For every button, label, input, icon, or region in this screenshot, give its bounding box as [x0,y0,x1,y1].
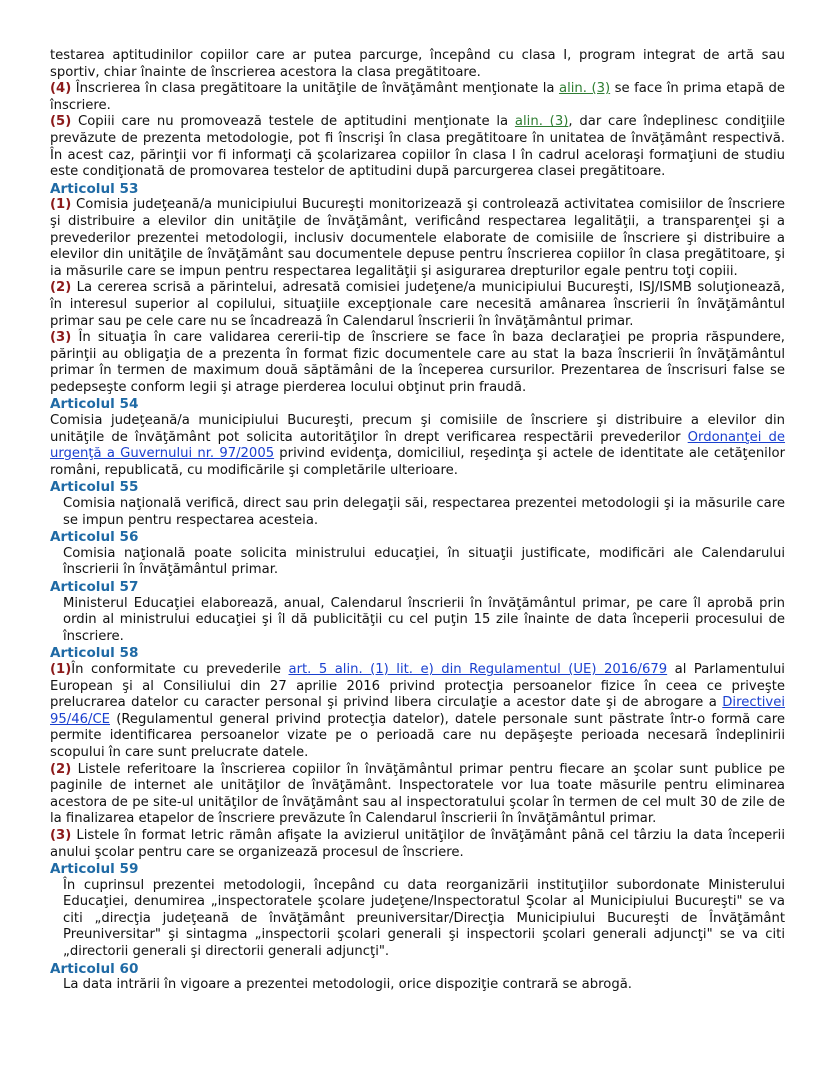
paragraph-number: (2) [50,761,72,777]
article-53-heading: Articolul 53 [50,180,139,197]
document-page [50,48,785,994]
art58-paragraph-2: (2) Listele referitoare la înscrierea copiilor în învăţământul primar pentru fiecare an şcolar sunt publice pe paginile de internet ale unităţilor de învăţământ. Inspectoratele vor lua toate măsurile pentru eliminarea acestora de pe site-ul unităţilor de învăţământ sau al inspectoratului şcolar în termen de cel mult 30 de zile de la finalizarea etapelor de înscriere prevăzute în Calendarul înscrierii în învăţământul primar. [50,761,785,827]
directive-95-46-ce-link[interactable]: Directivei 95/46/CE [50,695,785,727]
art54-paragraph: Comisia judeţeană/a municipiului Bucureşti, precum şi comisiile de înscriere şi distribuire a elevilor din unităţile de învăţământ pot solicita autorităţilor în drept verificarea respectării prevederilor Ordonanţei de urgenţă a Guvernului nr. 97/2005 privind evidenţa, domiciliul, reşedinţa şi actele de identitate ale cetăţenilor români, republicată, cu modificările şi completările ulterioare. [50,413,786,478]
alin-3-link[interactable]: alin. (3) [514,114,569,130]
article-59-heading: Articolul 59 [50,861,139,878]
art53-paragraph-3: (3) În situaţia în care validarea cererii-tip de înscriere se face în baza declaraţiei pe propria răspundere, părinţii au obligaţia de a prezenta în format fizic documentele care au stat la baza înscrierii în învăţământul primar în termen de maximum două săptămâni de la începerea cursurilor. Prezentarea de înscrisuri false se pedepseşte conform legii şi atrage pierderea locului obţinut prin fraudă. [50,330,785,395]
article-54-heading: Articolul 54 [50,396,139,413]
paragraph-number: (5) [50,114,72,130]
paragraph-number: (1) [50,197,72,213]
art56-paragraph: Comisia naţională poate solicita ministrului educaţiei, în situaţii justificate, modificări ale Calendarului înscrierii în învăţământul primar. [63,545,785,578]
article-57-heading: Articolul 57 [50,579,139,595]
oug-97-2005-link[interactable]: Ordonanţei de urgenţă a Guvernului nr. 97/2005 [50,429,786,462]
regulation-eu-2016-679-link[interactable]: art. 5 alin. (1) lit. e) din Regulamentul (UE) 2016/679 [288,661,668,677]
alin-3-link[interactable]: alin. (3) [558,81,611,97]
article-58-heading: Articolul 58 [50,645,139,662]
art58-paragraph-1: (1)În conformitate cu prevederile art. 5 alin. (1) lit. e) din Regulamentul (UE) 2016/679 al Parlamentului European şi al Consiliului din 27 aprilie 2016 privind protecţia persoanelor fizice în ceea ce priveşte prelucrarea datelor cu caracter personal şi privind libera circulaţie a acestor date şi de abrogare a Directivei 95/46/CE (Regulamentul general privind protecţia datelor), datele personale sunt păstrate într-o formă care permite identificarea persoanelor vizate pe o perioadă care nu depăşeşte perioada necesară îndeplinirii scopului în care sunt prelucrate datele. [50,661,785,760]
art53-paragraph-1: (1) Comisia judeţeană/a municipiului Bucureşti monitorizează şi controlează activitatea comisiilor de înscriere şi distribuire a elevilor din unităţile de învăţământ, verificând respectarea legalităţii, a transparenţei şi a prevederilor prezentei metodologii, inclusiv documentele elaborate de comisiile de înscriere şi distribuire a elevilor din unităţile de învăţământ sau documentele depuse pentru înscrierea copiilor în clasa pregătitoare, şi ia măsurile care se impun pentru respectarea legalităţii şi asigurarea drepturilor egale pentru toţi copiii. [50,197,785,279]
intro-paragraph: testarea aptitudinilor copiilor care ar putea parcurge, începând cu clasa I, program integrat de artă sau sportiv, chiar înainte de înscrierea acestora la clasa pregătitoare. [50,48,785,80]
article-55-heading: Articolul 55 [50,479,139,496]
art57-paragraph: Ministerul Educaţiei elaborează, anual, Calendarul înscrierii în învăţământul primar, pe care îl aprobă prin ordin al ministrului educaţiei şi îl dă publicităţii cu cel puţin 15 zile înainte de data începerii procesului de înscriere. [63,595,785,644]
art55-paragraph: Comisia naţională verifică, direct sau prin delegaţii săi, respectarea prezentei metodologii şi ia măsurile care se impun pentru respectarea acesteia. [63,496,785,528]
paragraph-number: (2) [50,280,72,296]
art59-paragraph: În cuprinsul prezentei metodologii, începând cu data reorganizării instituţiilor subordonate Ministerului Educaţiei, denumirea „inspectoratele şcolare judeţene/Inspectoratul Şcolar al Municipiului Bucureşti" se va citi „direcţia judeţeană de învăţământ preuniversitar/Direcţia Municipiului Bucureşti de Învăţământ Preuniversitar" şi sintagma „inspectorii şcolari generali şi inspectorii şcolari generali adjuncţi" se va citi „directorii generali şi directorii generali adjuncţi". [63,877,785,960]
paragraph-number: (3) [50,827,72,843]
art58-paragraph-3: (3) Listele în format letric rămân afişate la avizierul unităţilor de învăţământ până cel târziu la data începerii anului şcolar pentru care se organizează procesul de înscriere. [50,827,785,860]
paragraph-number: (1) [50,661,72,677]
paragraph-5: (5) Copiii care nu promovează testele de aptitudini menţionate la alin. (3), dar care îndeplinesc condiţiile prevăzute de prezenta metodologie, pot fi înscrişi în clasa pregătitoare în unitatea de învăţământ respectivă. În acest caz, părinţii vor fi informaţi că şcolarizarea copiilor în clasa I în cadrul aceloraşi formaţiuni de studiu este condiţionată de promovarea testelor de aptitudini după parcurgerea clasei pregătitoare. [50,114,786,180]
paragraph-number: (3) [50,330,72,346]
paragraph-4: (4) Înscrierea în clasa pregătitoare la unităţile de învăţământ menţionate la alin. (3) se face în prima etapă de înscriere. [50,81,785,113]
art53-paragraph-2: (2) La cererea scrisă a părintelui, adresată comisiei judeţene/a municipiului Bucureşti, ISJ/ISMB soluţionează, în interesul superior al copilului, situaţiile excepţionale care necesită amânarea înscrierii în învăţământul primar sau pe cele care nu se încadrează în Calendarul înscrierii în învăţământul primar. [50,280,785,329]
article-56-heading: Articolul 56 [50,529,139,546]
article-60-heading: Articolul 60 [50,960,139,977]
paragraph-number: (4) [50,81,72,97]
art60-paragraph: La data intrării în vigoare a prezentei metodologii, orice dispoziţie contrară se abrogă. [63,977,632,993]
